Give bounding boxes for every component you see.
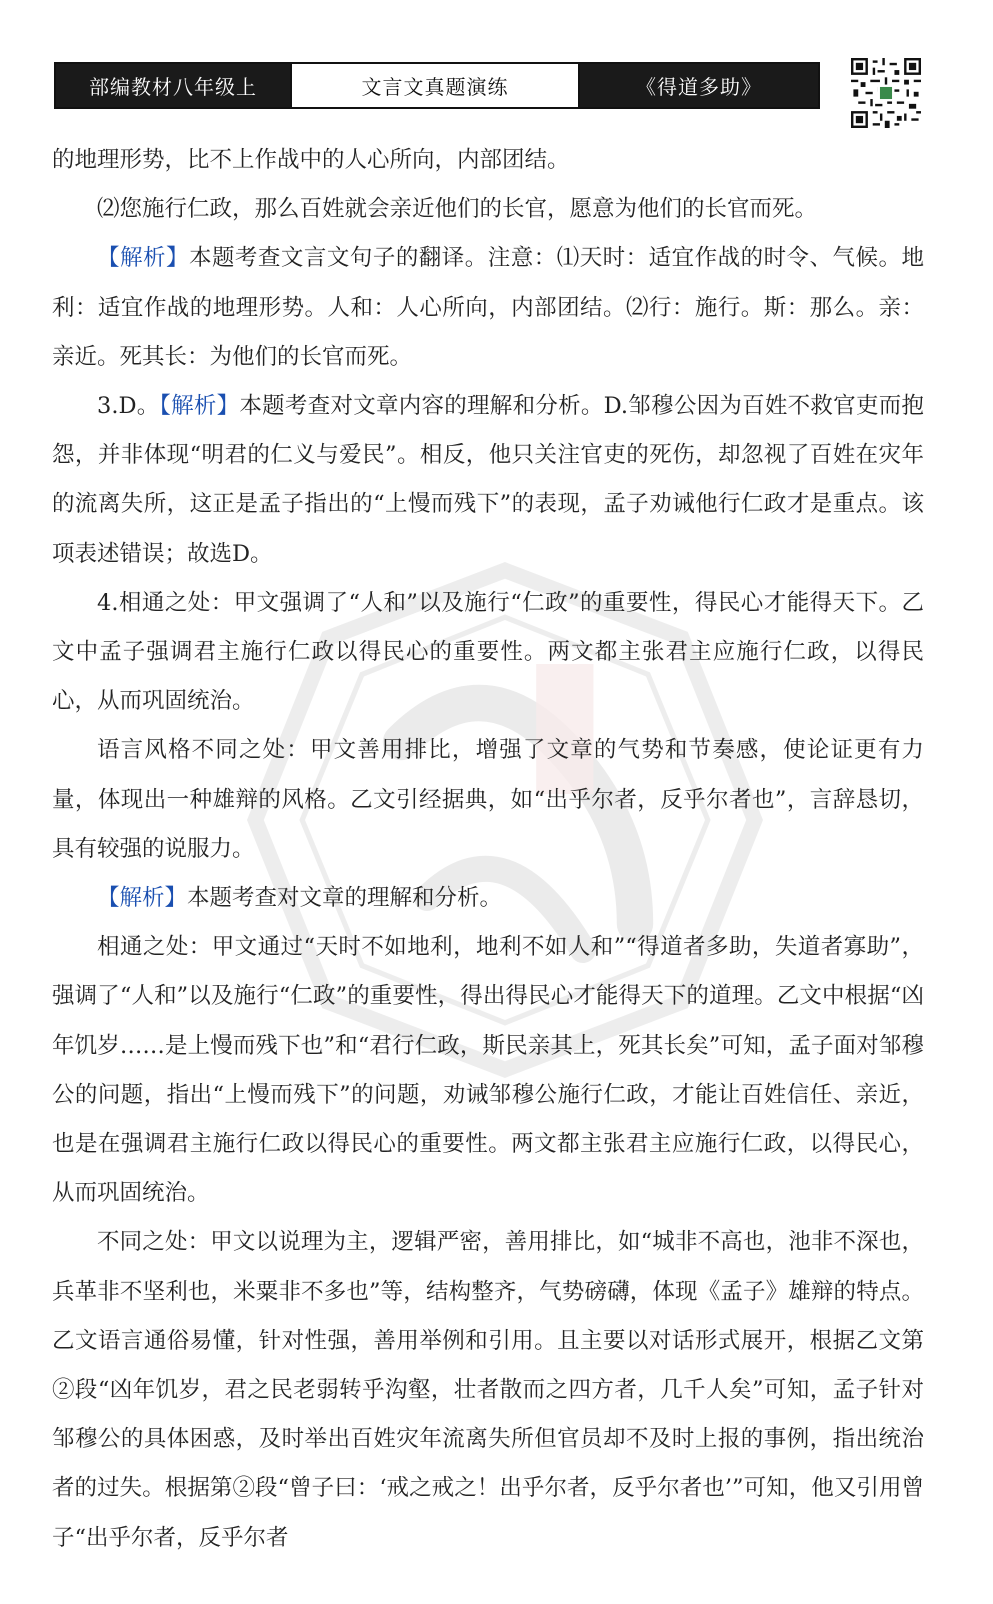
paragraph-text: 3.D。: [97, 393, 160, 420]
paragraph: [52, 923, 924, 1218]
paragraph: [52, 1218, 924, 1562]
qr-code-icon: [851, 58, 921, 128]
header-textbook-label: 部编教材八年级上: [56, 64, 290, 107]
paragraph-text: 的地理形势，比不上作战中的人心所向，内部团结。: [52, 147, 570, 173]
paragraph-text: ⑵您施行仁政，那么百姓就会亲近他们的长官，愿意为他们的长官而死。: [97, 196, 818, 223]
paragraph: [52, 185, 924, 234]
paragraph: [52, 874, 924, 923]
analysis-tag: 【解析】: [97, 245, 189, 272]
paragraph-text: 本题考查对文章内容的理解和分析。D.邹穆公因为百姓不救官吏而抱怨，并非体现“明君的仁义与爱民”。相反，他只关注官吏的死伤，却忽视了百姓在灾年的流离失所，这正是孟子指出的“上慢而残下”的表现，孟子劝诫他行仁政才是重点。该项表述错误；故选D。: [52, 393, 924, 567]
paragraph-text: 本题考查文言文句子的翻译。注意：⑴天时：适宜作战的时令、气候。地利：适宜作战的地理形势。人和：人心所向，内部团结。⑵行：施行。斯：那么。亲：亲近。死其长：为他们的长官而死。: [52, 245, 924, 370]
page-header: [54, 62, 820, 109]
paragraph: [52, 136, 924, 185]
analysis-tag: 【解析】: [97, 885, 188, 912]
paragraph-text: 本题考查对文章的理解和分析。: [187, 885, 503, 912]
paragraph: [52, 579, 924, 727]
analysis-tag: 【解析】: [159, 393, 240, 420]
paragraph-text: 4.相通之处：甲文强调了“人和”以及施行“仁政”的重要性，得民心才能得天下。乙文中孟子强调君主施行仁政以得民心的重要性。两文都主张君主应施行仁政，以得民心，从而巩固统治。: [52, 589, 924, 715]
paragraph: [52, 382, 924, 579]
paragraph-text: 相通之处：甲文通过“天时不如地利，地利不如人和”“得道者多助，失道者寡助”，强调了“人和”以及施行“仁政”的重要性，得出得民心才能得天下的道理。乙文中根据“凶年饥岁……是上慢而残下也”和“君行仁政，斯民亲其上，死其长矣”可知，孟子面对邹穆公的问题，指出“上慢而残下”的问题，劝诫邹穆公施行仁政，才能让百姓信任、亲近，也是在强调君主施行仁政以得民心的重要性。两文都主张君主应施行仁政，以得民心，从而巩固统治。: [52, 934, 924, 1207]
paragraph-text: 语言风格不同之处：甲文善用排比，增强了文章的气势和节奏感，使论证更有力量，体现出一种雄辩的风格。乙文引经据典，如“出乎尔者，反乎尔者也”，言辞恳切，具有较强的说服力。: [52, 737, 924, 862]
paragraph-text: 不同之处：甲文以说理为主，逻辑严密，善用排比，如“城非不高也，池非不深也，兵革非不坚利也，米粟非不多也”等，结构整齐，气势磅礴，体现《孟子》雄辩的特点。乙文语言通俗易懂，针对性强，善用举例和引用。且主要以对话形式展开，根据乙文第②段“凶年饥岁，君之民老弱转乎沟壑，壮者散而之四方者，几千人矣”可知，孟子针对邹穆公的具体困惑，及时举出百姓灾年流离失所但官员却不及时上报的事例，指出统治者的过失。根据第②段“曾子曰：‘戒之戒之！出乎尔者，反乎尔者也’”可知，他又引用曾子“出乎尔者，反乎尔者: [52, 1229, 924, 1551]
header-section-title: 文言文真题演练: [290, 64, 580, 107]
header-lesson-title: 《得道多助》: [580, 64, 818, 107]
paragraph: [52, 726, 924, 874]
paragraph: [52, 234, 924, 382]
document-body: [52, 136, 924, 1563]
